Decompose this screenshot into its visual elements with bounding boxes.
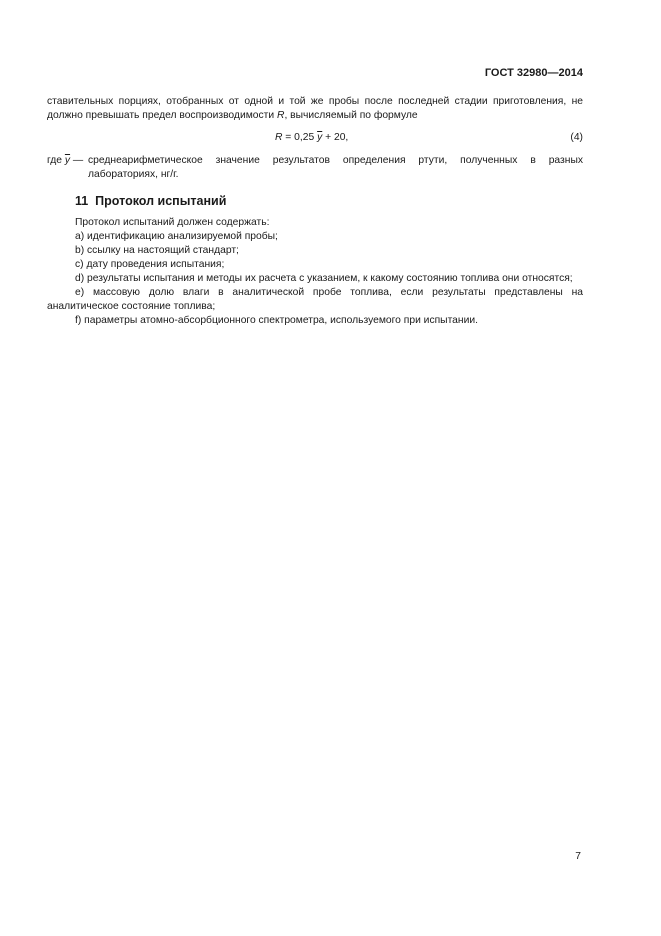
where-dash: — xyxy=(70,155,84,166)
intro-text: ставительных порциях, отобранных от одной и той же пробы после последней стадии приготовления, не должно превышать предел воспроизводимости xyxy=(47,96,583,121)
formula-rest: + 20, xyxy=(322,132,349,143)
list-item: e) массовую долю влаги в аналитической пробе топлива, если результаты представлены на аналитическое состояние топлива; xyxy=(47,287,583,312)
document-code: ГОСТ 32980—2014 xyxy=(484,67,583,79)
definition-text: среднеарифметическое значение результатов определения ртути, полученных в разных лабораториях, нг/г. xyxy=(88,155,583,180)
intro-paragraph xyxy=(47,95,583,123)
where-word: где xyxy=(47,155,65,166)
section-number: 11 xyxy=(75,194,89,208)
page-content xyxy=(47,95,583,328)
definition-key xyxy=(47,154,83,168)
list-item: b) ссылку на настоящий стандарт; xyxy=(75,245,239,256)
formula-number: (4) xyxy=(570,132,583,143)
where-variable: $\overline{y}$ xyxy=(64,155,71,166)
protocol-lead: Протокол испытаний должен содержать: xyxy=(75,217,270,228)
formula xyxy=(275,131,348,145)
list-item: c) дату проведения испытания; xyxy=(75,259,225,270)
intro-tail: , вычисляемый по формуле xyxy=(284,110,418,121)
formula-row xyxy=(47,131,583,145)
page-number: 7 xyxy=(575,851,581,862)
list-item: d) результаты испытания и методы их расчета с указанием, к какому состоянию топлива они относятся; xyxy=(75,273,573,284)
formula-lhs: R xyxy=(275,132,283,143)
protocol-list xyxy=(47,216,583,328)
list-item: a) идентификацию анализируемой пробы; xyxy=(75,231,278,242)
section-heading xyxy=(75,193,583,209)
intro-variable: R xyxy=(277,110,285,121)
formula-mean-variable: $\overline{y}$ xyxy=(317,132,323,143)
list-item: f) параметры атомно-абсорбционного спектрометра, используемого при испытании. xyxy=(75,315,478,326)
variable-definition xyxy=(47,154,583,182)
section-title: Протокол испытаний xyxy=(95,194,227,208)
formula-eq: = 0,25 xyxy=(282,132,318,143)
